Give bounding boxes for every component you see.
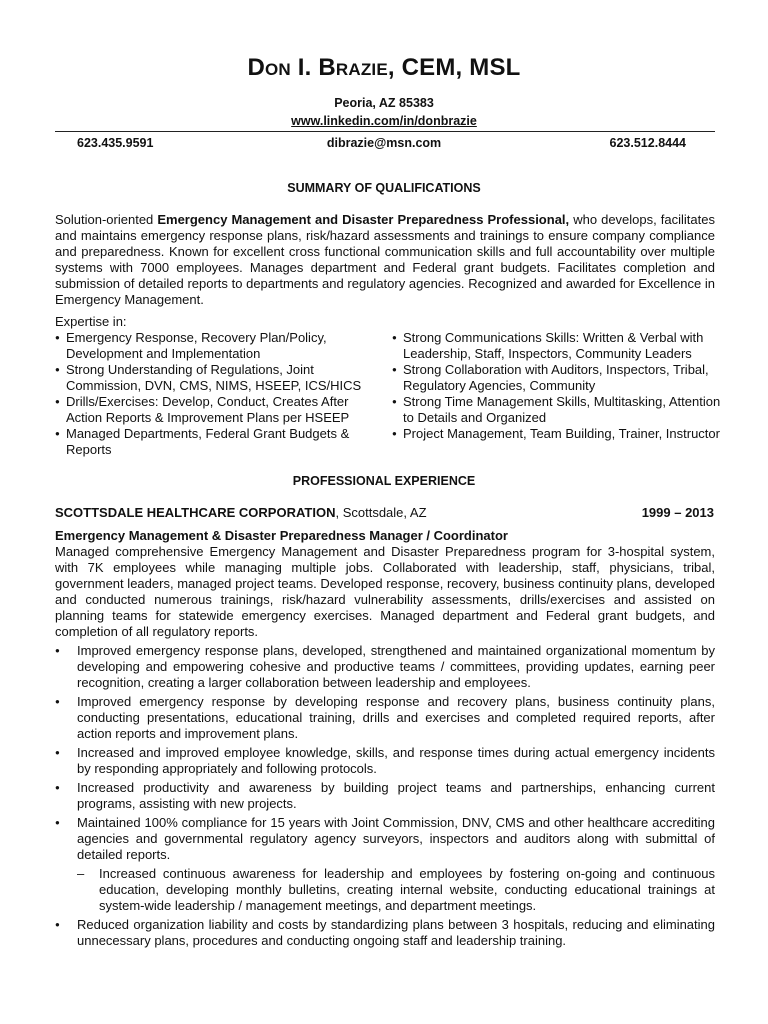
phone-primary: 623.435.9591 bbox=[77, 136, 154, 150]
expertise-item: ● Strong Communications Skills: Written & Verbal with Leadership, Staff, Inspectors, Community Leaders bbox=[392, 330, 722, 362]
summary-paragraph bbox=[55, 212, 715, 308]
email-address: dibrazie@msn.com bbox=[326, 136, 442, 150]
job-description: Managed comprehensive Emergency Management and Disaster Preparedness program for 3-hospital system, with 7K employees while managing multiple jobs. Collaborated with leadership, staff, physicians, tribal, government leaders, managed project teams. Developed response, recovery, business continuity plans, developed and conducted numerous trainings, risk/hazard vulnerability assessments, drills/exercises and assisted on planning teams for statewide emergency exercises. Managed department and Federal grant budgets, and completion of all regulatory reports. bbox=[55, 544, 715, 639]
expertise-right-column bbox=[392, 330, 722, 442]
company-name: SCOTTSDALE HEALTHCARE CORPORATION bbox=[55, 505, 336, 520]
company-line bbox=[55, 505, 427, 520]
expertise-label: Expertise in: bbox=[55, 314, 127, 329]
expertise-left-column bbox=[55, 330, 365, 458]
candidate-name: Don I. Brazie, CEM, MSL bbox=[247, 54, 521, 81]
job-title: Emergency Management & Disaster Preparedness Manager / Coordinator bbox=[55, 528, 508, 543]
achievement-item: ● Improved emergency response plans, developed, strengthened and maintained organizational momentum by developing and empowering cohesive and productive teams / committees, providing updates, earning peer recognition, creating a larger collaboration between leadership and employees. bbox=[55, 643, 715, 691]
phone-secondary: 623.512.8444 bbox=[609, 136, 686, 150]
achievement-sub-item: – Increased continuous awareness for leadership and employees by fostering on-going and continuous education, developing monthly bulletins, creating internal website, conducting educational trainings at system-wide leadership / management meetings, and department meetings. bbox=[55, 866, 715, 914]
achievement-item: ● Improved emergency response by developing response and recovery plans, business continuity plans, conducting presentations, educational training, drills and exercises and completed required reports, after action reports and improvement plans. bbox=[55, 694, 715, 742]
expertise-item: ● Managed Departments, Federal Grant Budgets & Reports bbox=[55, 426, 365, 458]
expertise-item: ● Project Management, Team Building, Trainer, Instructor bbox=[392, 426, 722, 442]
experience-heading: PROFESSIONAL EXPERIENCE bbox=[292, 474, 476, 488]
address: Peoria, AZ 85383 bbox=[334, 96, 434, 110]
expertise-item: ● Strong Understanding of Regulations, Joint Commission, DVN, CMS, NIMS, HSEEP, ICS/HICS bbox=[55, 362, 365, 394]
expertise-item: ● Strong Collaboration with Auditors, Inspectors, Tribal, Regulatory Agencies, Community bbox=[392, 362, 722, 394]
summary-intro: Solution-oriented bbox=[55, 212, 154, 227]
expertise-item: ● Emergency Response, Recovery Plan/Policy, Development and Implementation bbox=[55, 330, 365, 362]
summary-heading: SUMMARY OF QUALIFICATIONS bbox=[287, 181, 481, 195]
achievement-item: ● Reduced organization liability and costs by standardizing plans between 3 hospitals, reducing and eliminating unnecessary plans, procedures and conducting ongoing staff and leadership training. bbox=[55, 917, 715, 949]
achievement-list bbox=[55, 643, 715, 952]
summary-bold-title: Emergency Management and Disaster Preparedness Professional, bbox=[157, 212, 570, 227]
expertise-item: ● Drills/Exercises: Develop, Conduct, Creates After Action Reports & Improvement Plans per HSEEP bbox=[55, 394, 365, 426]
achievement-item: ● Increased productivity and awareness by building project teams and partnerships, enhancing current programs, assisting with new projects. bbox=[55, 780, 715, 812]
header-divider bbox=[55, 131, 715, 132]
company-location: , Scottsdale, AZ bbox=[335, 505, 427, 520]
employment-dates: 1999 – 2013 bbox=[641, 505, 714, 520]
summary-body: who develops, facilitates and maintains emergency response plans, risk/hazard assessments and trainings to ensure company compliance and preparedness. Known for excellent cross functional communication skills and full accountability over multiple systems with 7000 employees. Manages department and Federal grant budgets. Facilitates completion and submission of detailed reports to departments and regulatory agencies. Recognized and awarded for Excellence in Emergency Management. bbox=[55, 212, 715, 307]
achievement-item: ● Increased and improved employee knowledge, skills, and response times during actual emergency incidents by responding appropriately and following protocols. bbox=[55, 745, 715, 777]
achievement-item: ● Maintained 100% compliance for 15 years with Joint Commission, DNV, CMS and other healthcare accrediting agencies and governmental regulatory agency surveyors, inspectors and auditors along with submittal of detailed reports. bbox=[55, 815, 715, 863]
expertise-item: ● Strong Time Management Skills, Multitasking, Attention to Details and Organized bbox=[392, 394, 722, 426]
linkedin-link[interactable]: www.linkedin.com/in/donbrazie bbox=[291, 114, 477, 128]
